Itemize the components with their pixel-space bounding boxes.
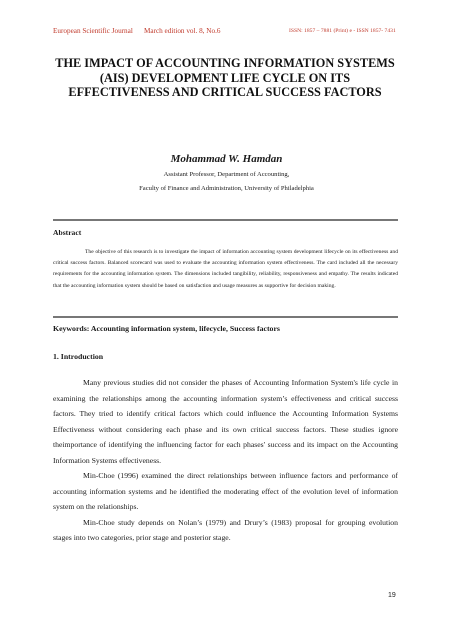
- paragraph: Min-Choe (1996) examined the direct relationships between influence factors and performance of accounting information systems and he identified the moderating effect of the evolution level of information system on the relationships.: [53, 471, 398, 511]
- author-affiliation-line2: Faculty of Finance and Administration, University of Philadelphia: [139, 185, 314, 192]
- divider-bottom: [53, 316, 398, 318]
- page-number: 19: [388, 592, 396, 599]
- paragraph: Min-Choe study depends on Nolan’s (1979) and Drury’s (1983) proposal for grouping evolution stages into two categories, prior stage and posterior stage.: [53, 517, 398, 542]
- abstract-heading: Abstract: [53, 228, 82, 237]
- header-issn: ISSN: 1857 – 7881 (Print) e - ISSN 1857- 7431: [289, 28, 396, 34]
- header-journal-name: European Scientific Journal: [53, 27, 133, 35]
- author-affiliation-line1: Assistant Professor, Department of Accounting,: [163, 171, 290, 178]
- introduction-body: [53, 375, 398, 546]
- author-name: Mohammad W. Hamdan: [170, 153, 283, 165]
- section-heading-introduction: 1. Introduction: [53, 352, 104, 361]
- paragraph: Many previous studies did not consider the phases of Accounting Information System's life cycle in examining the relationships among the accounting information system’s effectiveness and critical success factors. They tried to identify critical factors which could influence the Accounting Information Systems Effectiveness without considering each phase and its own critical success factors. These studies ignore theimportance of identifying the influencing factor for each phases' success and its impact on the Accounting Information Systems effectiveness.: [53, 378, 398, 465]
- paper-title: THE IMPACT OF ACCOUNTING INFORMATION SYSTEMS (AIS) DEVELOPMENT LIFE CYCLE ON ITS EFFECTIVENESS AND CRITICAL SUCCESS FACTORS: [55, 56, 395, 99]
- divider-top: [53, 219, 398, 221]
- header-edition: March edition vol. 8, No.6: [144, 27, 221, 35]
- keywords: Keywords: Accounting information system, lifecycle, Success factors: [53, 324, 280, 333]
- abstract-text: The objective of this research is to investigate the impact of information accounting system development lifecycle on its effectiveness and critical success factors. Balanced scorecard was used to evaluate the accounting information system effectiveness. The card included all the necessary requirements for the accounting information system. The dimensions included tangibility, reliability, responsiveness and empathy. The results indicated that the accounting information system should be based on satisfaction and usage measures as supportive for decision making.: [53, 249, 398, 289]
